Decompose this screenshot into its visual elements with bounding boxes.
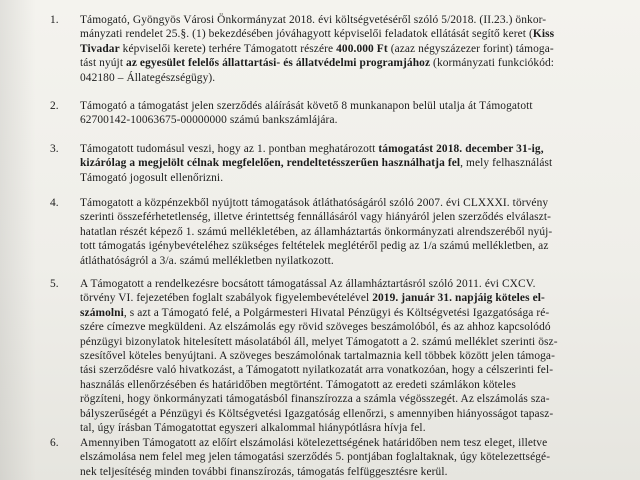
text-segment: tást nyújt bbox=[80, 57, 127, 70]
text-line bbox=[80, 27, 620, 41]
text-segment: képviselői kerete) terhére Támogatott részére bbox=[119, 42, 337, 55]
text-line bbox=[80, 335, 620, 349]
text-segment: törvény VI. fejezetében foglalt szabályok figyelembevételével bbox=[80, 292, 373, 305]
text-segment: A Támogatott a rendelkezésre bocsátott támogatással Az államháztartásról szóló 2011. évi CXCV. bbox=[80, 278, 536, 290]
clause-text bbox=[80, 13, 620, 85]
clause-text bbox=[80, 436, 620, 479]
text-line bbox=[80, 291, 620, 305]
bold-text-segment: 2019. január 31. napjáig köteles el- bbox=[372, 292, 545, 305]
text-segment: 042180 – Állategészségügy). bbox=[80, 71, 216, 84]
text-line bbox=[80, 421, 620, 435]
text-line bbox=[80, 436, 620, 450]
bold-text-segment: kizárólag a megjelölt célnak megfelelően, rendeltetésszerűen használhatja fel bbox=[80, 157, 461, 170]
text-line bbox=[80, 349, 620, 363]
text-segment: használás ellenőrzésében és határidőben megtörtént. Támogatott az eredeti számlákon köteles bbox=[80, 378, 516, 391]
text-segment: nek teljesítéség minden további finanszírozás, támogatás felfüggesztésre kerül. bbox=[80, 465, 448, 478]
bold-text-segment: 400.000 Ft bbox=[336, 42, 388, 55]
text-line bbox=[80, 407, 620, 421]
text-line bbox=[80, 99, 620, 113]
text-segment: Támogatott tudomásul veszi, hogy az 1. pontban meghatározott bbox=[80, 143, 379, 155]
bold-text-segment: az egyesület felelős állattartási- és állatvédelmi programjához bbox=[126, 57, 431, 70]
text-segment: Amennyiben Támogatott az előírt elszámolási kötelezettségének határidőben nem tesz eleget, illetve bbox=[80, 437, 548, 449]
text-segment: , s azt a Támogató felé, a Polgármesteri Hivatal Pénzügyi és Költségvetési Igazgatósága ré- bbox=[123, 306, 550, 319]
clause-number: 3. bbox=[50, 143, 59, 155]
text-segment: elszámolása nem felel meg jelen támogatási szerződés 5. pontjában foglaltaknak, úgy kötelezettségé- bbox=[80, 451, 551, 464]
clause-number: 2. bbox=[50, 100, 59, 112]
text-segment: Támogató a támogatást jelen szerződés aláírását követő 8 munkanapon belül utalja át Támogatott bbox=[80, 100, 533, 112]
text-line bbox=[80, 196, 620, 210]
text-line bbox=[80, 42, 620, 56]
text-segment: pénzügyi bizonylatok hitelesített másolatából áll, melyet Támogatott a 2. számú melléklet szerinti ösz- bbox=[80, 335, 558, 348]
text-segment: szerinti összeférhetetlenség, illetve érintettség fennállásáról vagy hiányáról jelen szerződés elválaszt- bbox=[80, 211, 551, 224]
text-segment: tott támogatás igénybevételéhez szükséges feltételek meglétéről pedig az 1/a számú mellékletben, az bbox=[80, 240, 549, 253]
text-segment: Támogató jogosult ellenőrizni. bbox=[80, 171, 224, 184]
text-segment: szesítővel köteles benyújtani. A szöveges beszámolónak tartalmaznia kell többek között jelen támoga- bbox=[80, 350, 555, 363]
text-segment: rögzíteni, hogy önkormányzati támogatásból finanszírozza a számla végösszegét. Az elszámolás sza- bbox=[80, 393, 550, 406]
bold-text-segment: Tivadar bbox=[80, 42, 120, 55]
text-segment: tási szerződésre való hivatkozást, a Támogatott nyilatkozatát arra vonatkozóan, hogy a célszerinti fel- bbox=[80, 364, 554, 377]
text-line bbox=[80, 306, 620, 320]
text-line bbox=[80, 171, 620, 185]
text-line bbox=[80, 450, 620, 464]
text-segment: Támogató, Gyöngyös Városi Önkormányzat 2018. évi költségvetéséről szóló 5/2018. (II.23.) önkor- bbox=[80, 14, 547, 26]
text-line bbox=[80, 363, 620, 377]
text-segment: 62700142-10063675-00000000 számú bankszámlájára. bbox=[80, 114, 338, 127]
clause-text bbox=[80, 99, 620, 128]
text-line bbox=[80, 239, 620, 253]
text-segment: tal, úgy írásban Támogatottat egyszeri alkalommal hiánypótlásra hívja fel. bbox=[80, 422, 426, 435]
page-shadow bbox=[0, 0, 36, 480]
text-line bbox=[80, 392, 620, 406]
clause-number: 4. bbox=[50, 197, 59, 209]
text-segment: mányzati rendelet 25.§. (1) bekezdésében jóváhagyott képviselői feladatok ellátását segítő keret ( bbox=[80, 28, 533, 41]
clause-number: 6. bbox=[50, 437, 59, 449]
clause-number: 5. bbox=[50, 278, 59, 290]
text-line bbox=[80, 71, 620, 85]
text-segment: Támogatott a közpénzekből nyújtott támogatások átláthatóságáról szóló 2007. évi CLXXXI. törvény bbox=[80, 197, 549, 209]
text-line bbox=[80, 142, 620, 156]
clause-number: 1. bbox=[50, 14, 59, 26]
bold-text-segment: támogatást 2018. december 31-ig, bbox=[378, 143, 544, 155]
clause-text bbox=[80, 277, 620, 435]
text-line bbox=[80, 225, 620, 239]
text-line bbox=[80, 465, 620, 479]
clause-text bbox=[80, 196, 620, 268]
text-line bbox=[80, 378, 620, 392]
text-segment: (kormányzati funkciókód: bbox=[430, 57, 555, 70]
text-line bbox=[80, 13, 620, 27]
text-segment: hatatlan részét képező 1. számú mellékletében, az államháztartás önkormányzati alrendszeréből nyúj- bbox=[80, 225, 553, 238]
bold-text-segment: Kiss bbox=[532, 28, 555, 41]
text-line bbox=[80, 254, 620, 268]
text-line bbox=[80, 320, 620, 334]
text-line bbox=[80, 56, 620, 70]
text-segment: (azaz négyszázezer forint) támoga- bbox=[387, 42, 554, 55]
bold-text-segment: számolni bbox=[80, 306, 124, 319]
text-line bbox=[80, 277, 620, 291]
text-line bbox=[80, 156, 620, 170]
text-segment: , mely felhasználást bbox=[460, 157, 553, 170]
text-line bbox=[80, 210, 620, 224]
text-segment: bályszerűségét a Pénzügyi és Költségvetési Igazgatóság ellenőrzi, s amennyiben hiányosságot tapasz- bbox=[80, 407, 554, 420]
text-segment: szére címezve megküldeni. Az elszámolás egy rövid szöveges beszámolóból, és az ahhoz kapcsolódó bbox=[80, 321, 551, 334]
text-segment: átláthatóságról a 3/a. számú mellékletben nyilatkozott. bbox=[80, 254, 334, 267]
text-line bbox=[80, 113, 620, 127]
clause-text bbox=[80, 142, 620, 185]
